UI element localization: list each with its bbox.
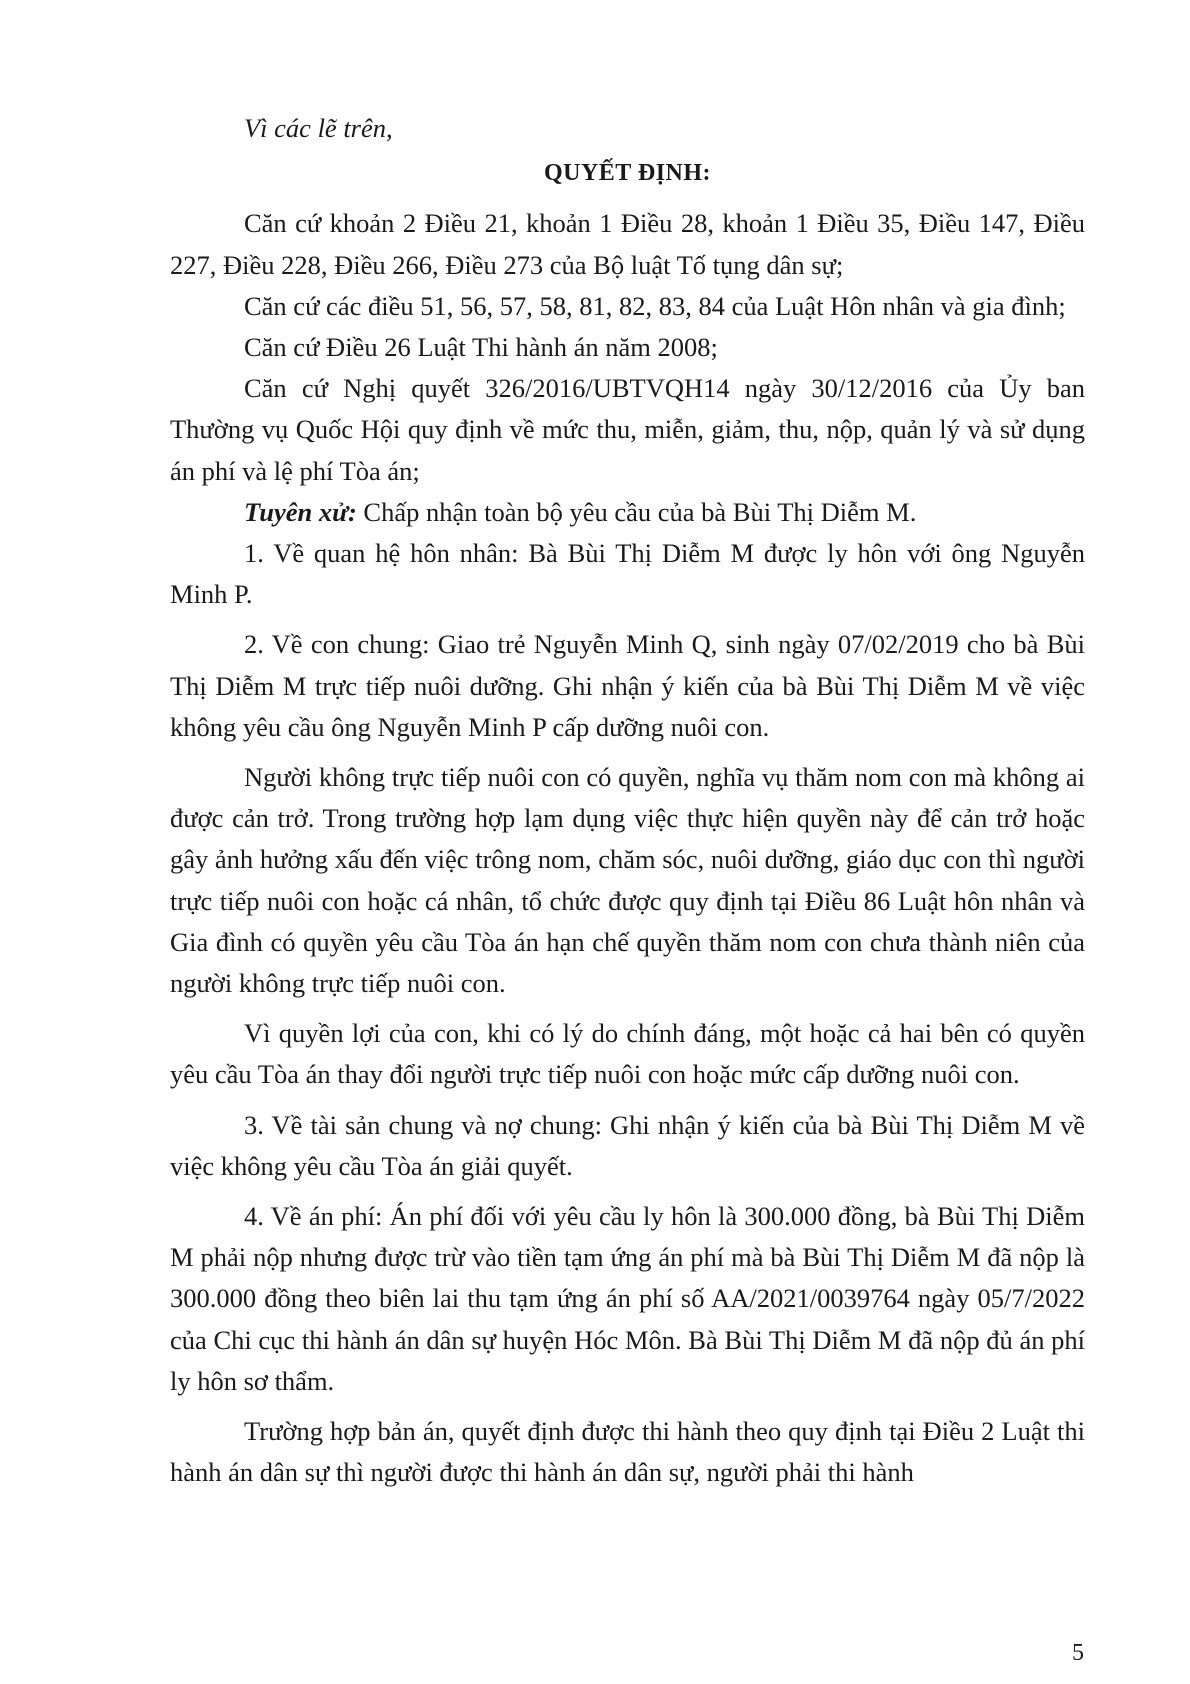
intro-line: Vì các lẽ trên,: [244, 113, 393, 143]
legal-basis-paragraph: Căn cứ Điều 26 Luật Thi hành án năm 2008;: [244, 332, 718, 363]
visitation-paragraph: Người không trực tiếp nuôi con có quyền, nghĩa vụ thăm nom con mà không ai được cản trở. Trong trường hợp lạm dụng việc thực hiện quyền này để cản trở hoặc gây ảnh hưởng xấu đến việc trông nom, chăm sóc, nuôi dưỡng, giáo dục con thì người trực tiếp nuôi con hoặc cá nhân, tổ chức được quy định tại Điều 86 Luật hôn nhân và Gia đình có quyền yêu cầu Tòa án hạn chế quyền thăm nom con chưa thành niên của người không trực tiếp nuôi con.: [170, 762, 1085, 999]
decision-heading: QUYẾT ĐỊNH:: [543, 160, 712, 187]
document-page: [170, 108, 1085, 1494]
verdict-label: Tuyên xử:: [244, 496, 357, 527]
marriage-item: 1. Về quan hệ hôn nhân: Bà Bùi Thị Diễm M được ly hôn với ông Nguyễn Minh P.: [170, 538, 1085, 610]
custody-change-paragraph: Vì quyền lợi của con, khi có lý do chính đáng, một hoặc cả hai bên có quyền yêu cầu Tòa án thay đổi người trực tiếp nuôi con hoặc mức cấp dưỡng nuôi con.: [170, 1018, 1085, 1090]
property-item: 3. Về tài sản chung và nợ chung: Ghi nhận ý kiến của bà Bùi Thị Diễm M về việc không yêu cầu Tòa án giải quyết.: [170, 1109, 1085, 1181]
page-number: 5: [1072, 1640, 1084, 1666]
legal-basis-paragraph: Căn cứ khoản 2 Điều 21, khoản 1 Điều 28, khoản 1 Điều 35, Điều 147, Điều 227, Điều 228, Điều 266, Điều 273 của Bộ luật Tố tụng dân sự;: [170, 208, 1085, 280]
enforcement-paragraph: Trường hợp bản án, quyết định được thi hành theo quy định tại Điều 2 Luật thi hành án dân sự thì người được thi hành án dân sự, người phải thi hành: [170, 1416, 1085, 1488]
verdict-paragraph: [170, 492, 1085, 533]
court-fee-item: 4. Về án phí: Án phí đối với yêu cầu ly hôn là 300.000 đồng, bà Bùi Thị Diễm M phải nộp nhưng được trừ vào tiền tạm ứng án phí mà bà Bùi Thị Diễm M đã nộp là 300.000 đồng theo biên lai thu tạm ứng án phí số AA/2021/0039764 ngày 05/7/2022 của Chi cục thi hành án dân sự huyện Hóc Môn. Bà Bùi Thị Diễm M đã nộp đủ án phí ly hôn sơ thẩm.: [170, 1201, 1085, 1396]
legal-basis-paragraph: Căn cứ Nghị quyết 326/2016/UBTVQH14 ngày 30/12/2016 của Ủy ban Thường vụ Quốc Hội quy định về mức thu, miễn, giảm, thu, nộp, quản lý và sử dụng án phí và lệ phí Tòa án;: [170, 373, 1085, 486]
legal-basis-paragraph: Căn cứ các điều 51, 56, 57, 58, 81, 82, 83, 84 của Luật Hôn nhân và gia đình;: [244, 290, 1066, 321]
verdict-text: Chấp nhận toàn bộ yêu cầu của bà Bùi Thị Diễm M.: [356, 496, 917, 527]
child-item: 2. Về con chung: Giao trẻ Nguyễn Minh Q, sinh ngày 07/02/2019 cho bà Bùi Thị Diễm M trực tiếp nuôi dưỡng. Ghi nhận ý kiến của bà Bùi Thị Diễm M về việc không yêu cầu ông Nguyễn Minh P cấp dưỡng nuôi con.: [170, 629, 1085, 742]
